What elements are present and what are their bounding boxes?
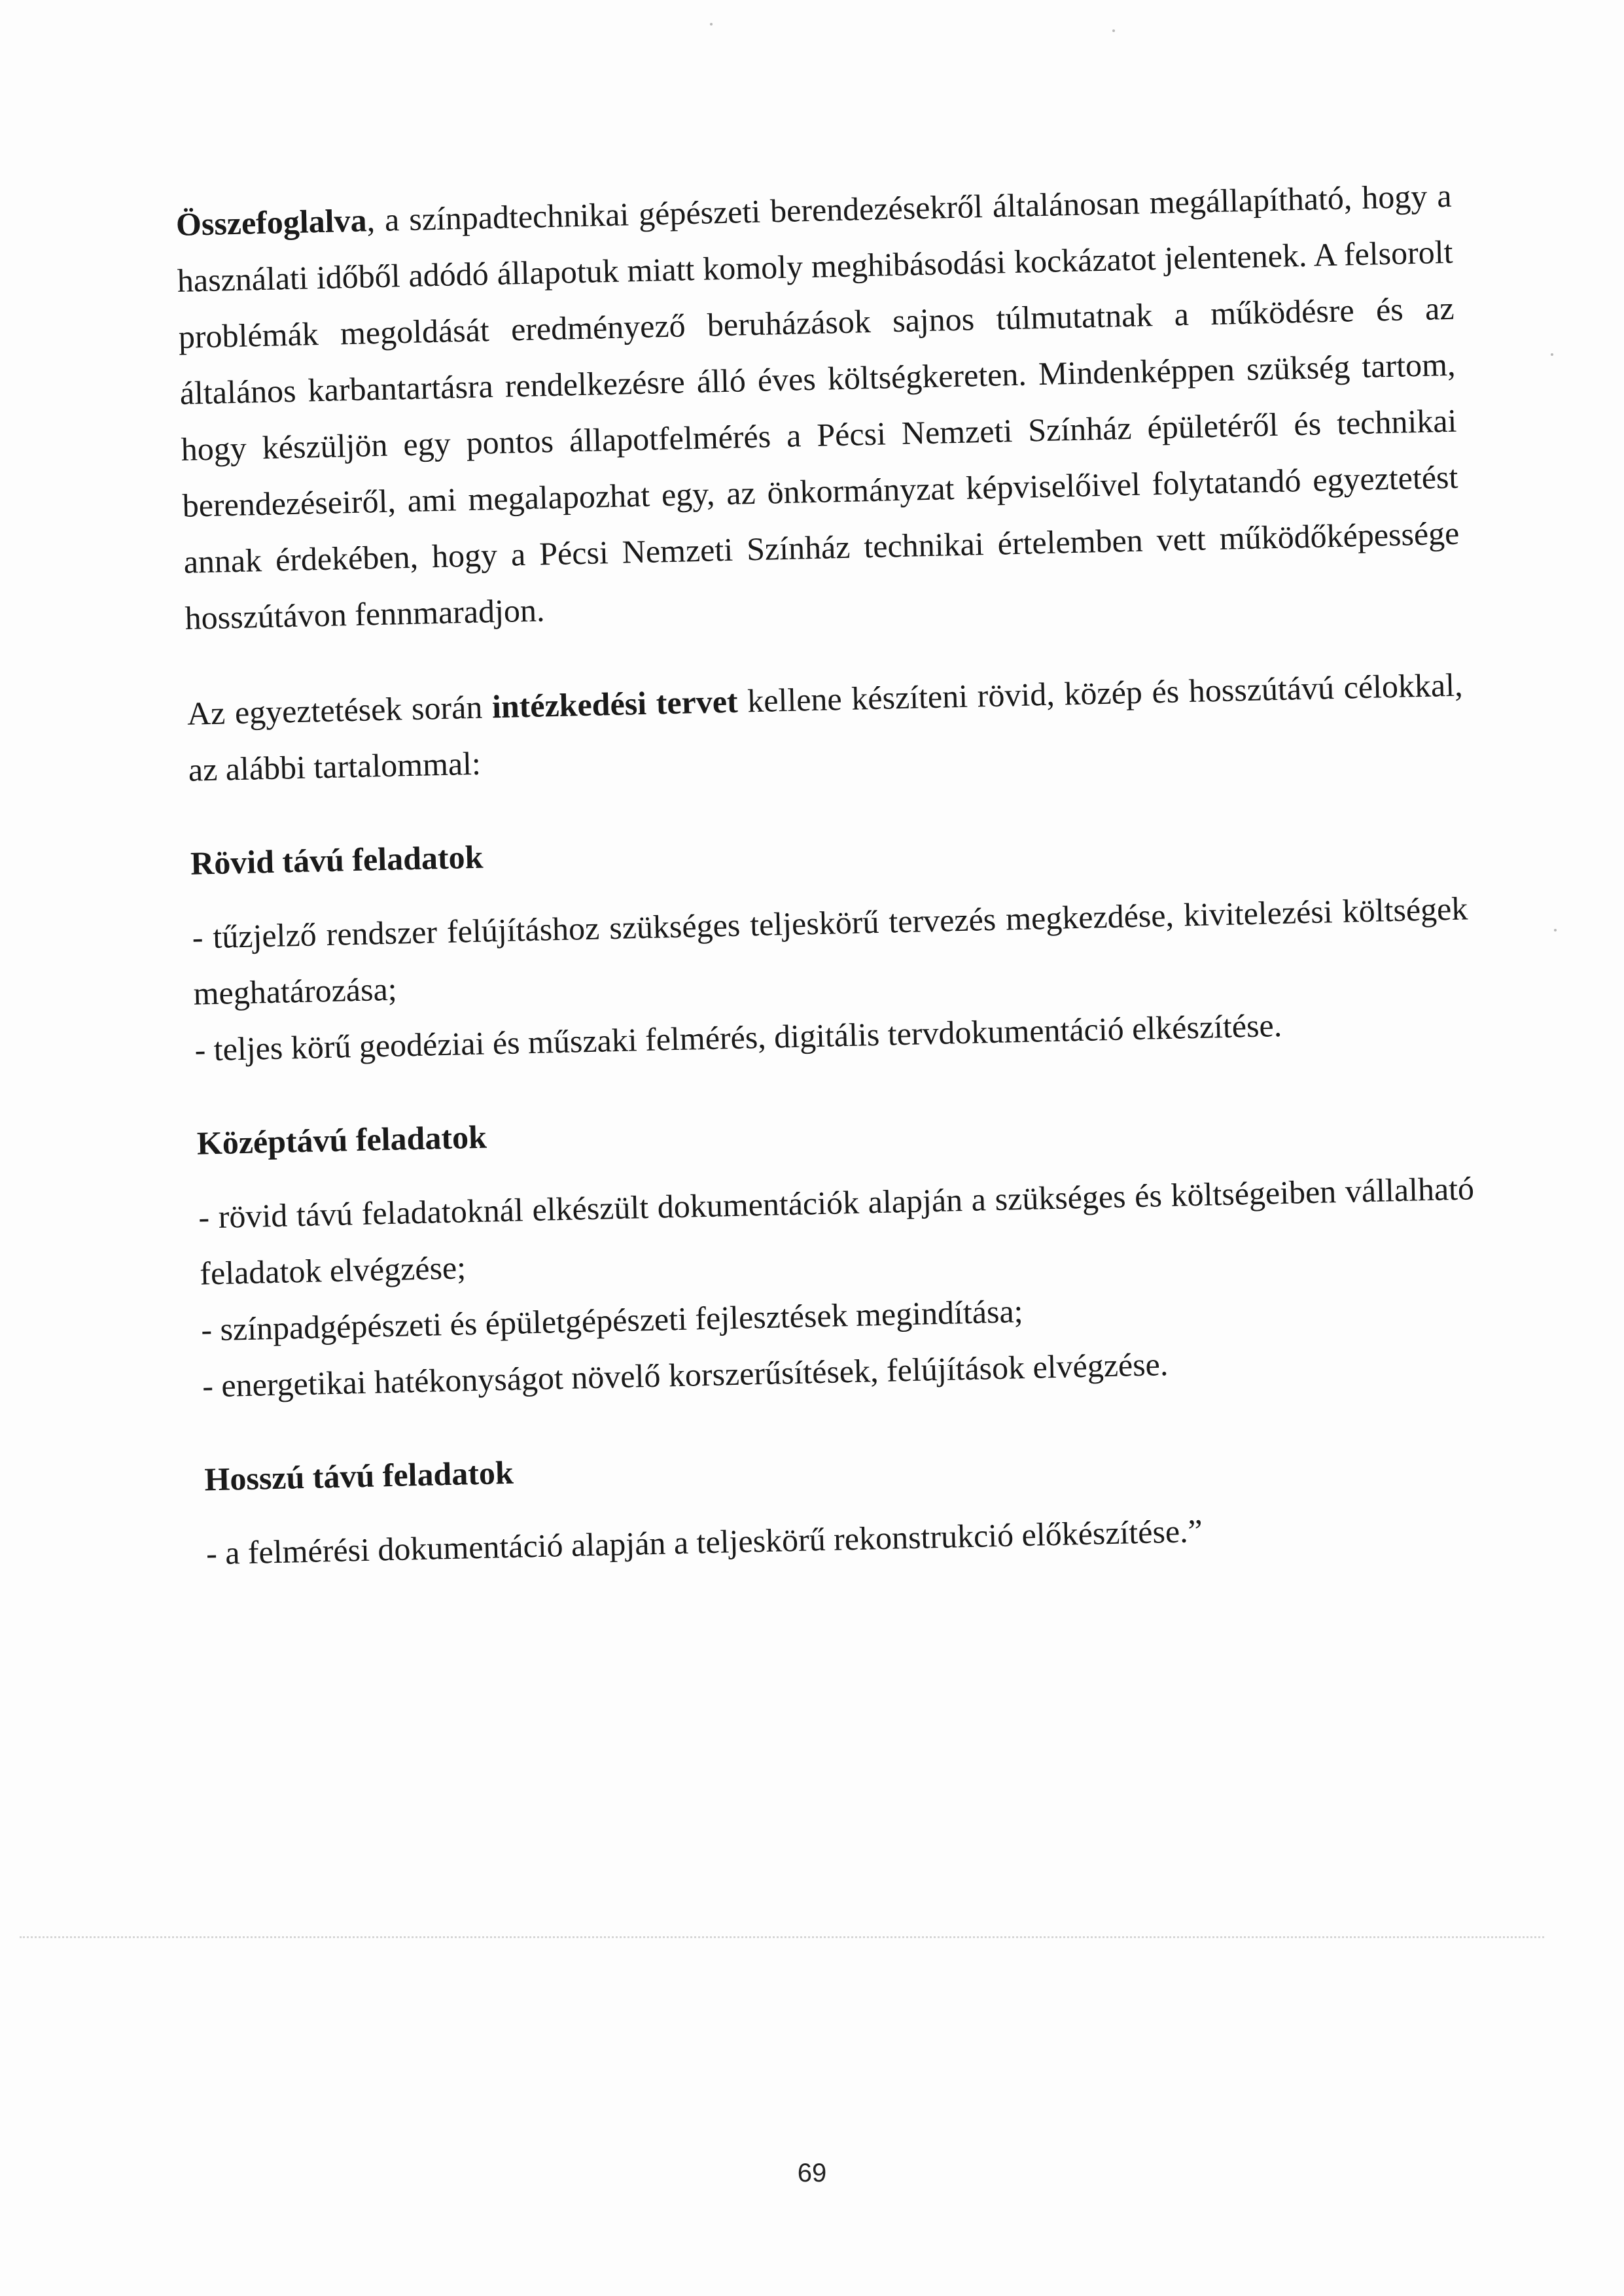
page-number: 69 <box>797 2159 827 2187</box>
summary-lead: Összefoglalva <box>175 201 368 243</box>
section-heading-mid-term: Középtávú feladatok <box>196 1118 487 1162</box>
section-heading-long-term: Hosszú távú feladatok <box>203 1453 514 1498</box>
scan-artifact-line <box>20 1936 1544 1938</box>
document-body <box>175 167 1483 1582</box>
list-item: - a felmérési dokumentáció alapján a teljeskörű rekonstrukció előkészítése.” <box>205 1512 1203 1572</box>
list-item: - teljes körű geodéziai és műszaki felmérés, digitális tervdokumentáció elkészítése. <box>194 1006 1282 1068</box>
list-item: - energetikai hatékonyságot növelő korszerűsítések, felújítások elvégzése. <box>202 1346 1169 1404</box>
action-plan-after: kellene készíteni rövid, közép és hosszútávú célokkal, az alábbi tartalommal: <box>188 666 1464 788</box>
scan-speck <box>710 23 713 26</box>
summary-text: , a színpadtechnikai gépészeti berendezésekről általánosan megállapítható, hogy a használati időből adódó állapotuk miatt komoly meghibásodási kockázatot jelentenek. A felsorolt problémák megoldását eredményező beruházások sajnos túlmutatnak a működésre és az általános karbantartásra rendelkezésre álló éves költségkereten. Mindenképpen szükség tartom, hogy készüljön egy pontos állapotfelmérés a Pécsi Nemzeti Színház épületéről és technikai berendezéseiről, ami megalapozhat egy, az önkormányzat képviselőivel folytatandó egyeztetést annak érdekében, hogy a Pécsi Nemzeti Színház technikai értelemben vett működőképessége hosszútávon fennmaradjon. <box>177 177 1460 636</box>
list-item: - rövid távú feladatoknál elkészült dokumentációk alapján a szükséges és költségeiben vállalható feladatok elvégzése; <box>198 1170 1475 1292</box>
scan-speck <box>1554 929 1557 931</box>
scan-speck <box>1112 29 1115 32</box>
action-plan-bold: intézkedési tervet <box>491 682 739 725</box>
list-item: - színpadgépészeti és épületgépészeti fejlesztések megindítása; <box>200 1293 1024 1348</box>
list-item: - tűzjelző rendszer felújításhoz szükséges teljeskörű tervezés megkezdése, kivitelezési költségek meghatározása; <box>192 890 1468 1012</box>
action-plan-paragraph <box>186 657 1464 798</box>
scan-speck <box>1551 353 1553 356</box>
action-plan-before: Az egyeztetések során <box>186 688 493 732</box>
section-heading-short-term: Rövid távú feladatok <box>190 838 484 882</box>
summary-paragraph <box>175 167 1461 646</box>
